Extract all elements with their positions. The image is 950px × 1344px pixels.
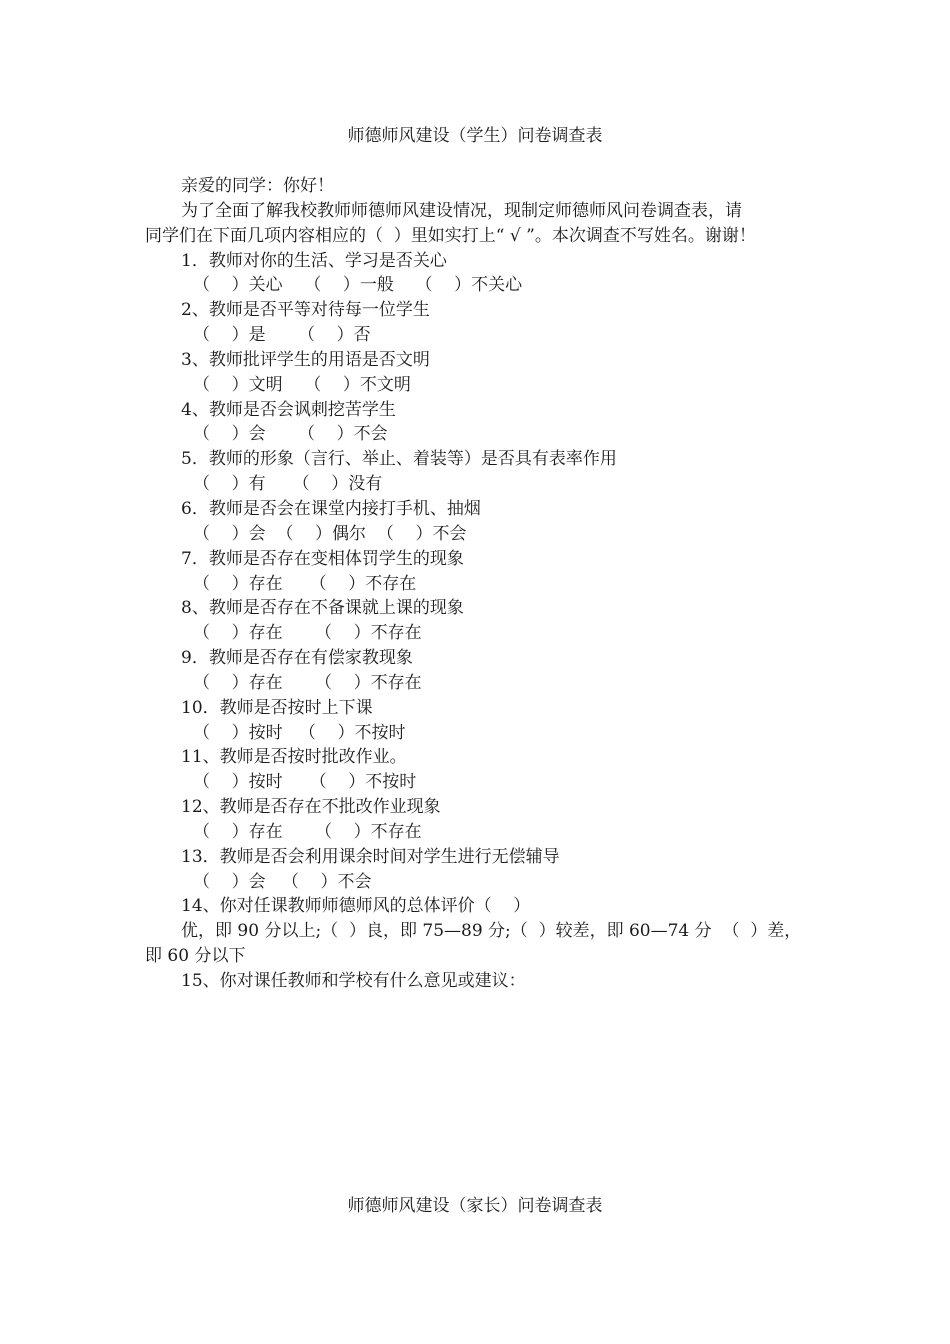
question-14-grades-line-1: 优，即 90 分以上;（ ）良，即 75—89 分;（ ）较差，即 60—74 分 （ ）差， [181, 921, 802, 942]
question-12: 12、教师是否存在不批改作业现象 [181, 797, 441, 818]
parent-survey-title: 师德师风建设（家长）问卷调查表 [347, 1196, 603, 1216]
question-8: 8、教师是否存在不备课就上课的现象 [181, 598, 464, 619]
question-3: 3、教师批评学生的用语是否文明 [181, 349, 430, 370]
survey-body [145, 174, 810, 994]
question-5: 5．教师的形象（言行、举止、着装等）是否具有表率作用 [181, 449, 617, 470]
question-13-options: （ ）会 （ ）不会 [193, 871, 372, 892]
question-7-options: （ ）存在 （ ）不存在 [193, 573, 417, 594]
intro-line-1: 为了全面了解我校教师师德师风建设情况，现制定师德师风问卷调查表，请 [181, 200, 742, 221]
question-10-options: （ ）按时 （ ）不按时 [193, 722, 406, 743]
question-12-options: （ ）存在 （ ）不存在 [193, 821, 422, 842]
question-9-options: （ ）存在 （ ）不存在 [193, 672, 422, 693]
question-14: 14、你对任课教师师德师风的总体评价（ ） [181, 896, 531, 917]
question-11: 11、教师是否按时批改作业。 [181, 747, 407, 768]
question-11-options: （ ）按时 （ ）不按时 [193, 772, 417, 793]
question-7: 7．教师是否存在变相体罚学生的现象 [181, 548, 464, 569]
question-5-options: （ ）有 （ ）没有 [193, 474, 383, 495]
question-6-options: （ ）会 （ ）偶尔 （ ）不会 [193, 523, 467, 544]
question-10: 10．教师是否按时上下课 [181, 697, 373, 718]
question-14-grades-line-2: 即 60 分以下 [145, 946, 246, 967]
question-4-options: （ ）会 （ ）不会 [193, 424, 388, 445]
student-survey-title: 师德师风建设（学生）问卷调查表 [347, 126, 603, 146]
question-6: 6．教师是否会在课堂内接打手机、抽烟 [181, 498, 481, 519]
question-15: 15、你对课任教师和学校有什么意见或建议： [181, 971, 526, 991]
intro-line-2: 同学们在下面几项内容相应的（ ）里如实打上“ √ ”。本次调查不写姓名。谢谢！ [145, 225, 756, 246]
question-2-options: （ ）是 （ ）否 [193, 325, 371, 346]
question-4: 4、教师是否会讽刺挖苦学生 [181, 399, 396, 420]
question-13: 13．教师是否会利用课余时间对学生进行无偿辅导 [181, 846, 560, 867]
question-8-options: （ ）存在 （ ）不存在 [193, 623, 422, 644]
question-3-options: （ ）文明 （ ）不文明 [193, 374, 411, 395]
question-2: 2、教师是否平等对待每一位学生 [181, 300, 430, 321]
greeting-line: 亲爱的同学：你好！ [181, 176, 334, 196]
question-1-options: （ ）关心 （ ）一般 （ ）不关心 [193, 275, 523, 296]
question-9: 9．教师是否存在有偿家教现象 [181, 648, 413, 669]
question-1: 1．教师对你的生活、学习是否关心 [181, 250, 447, 271]
